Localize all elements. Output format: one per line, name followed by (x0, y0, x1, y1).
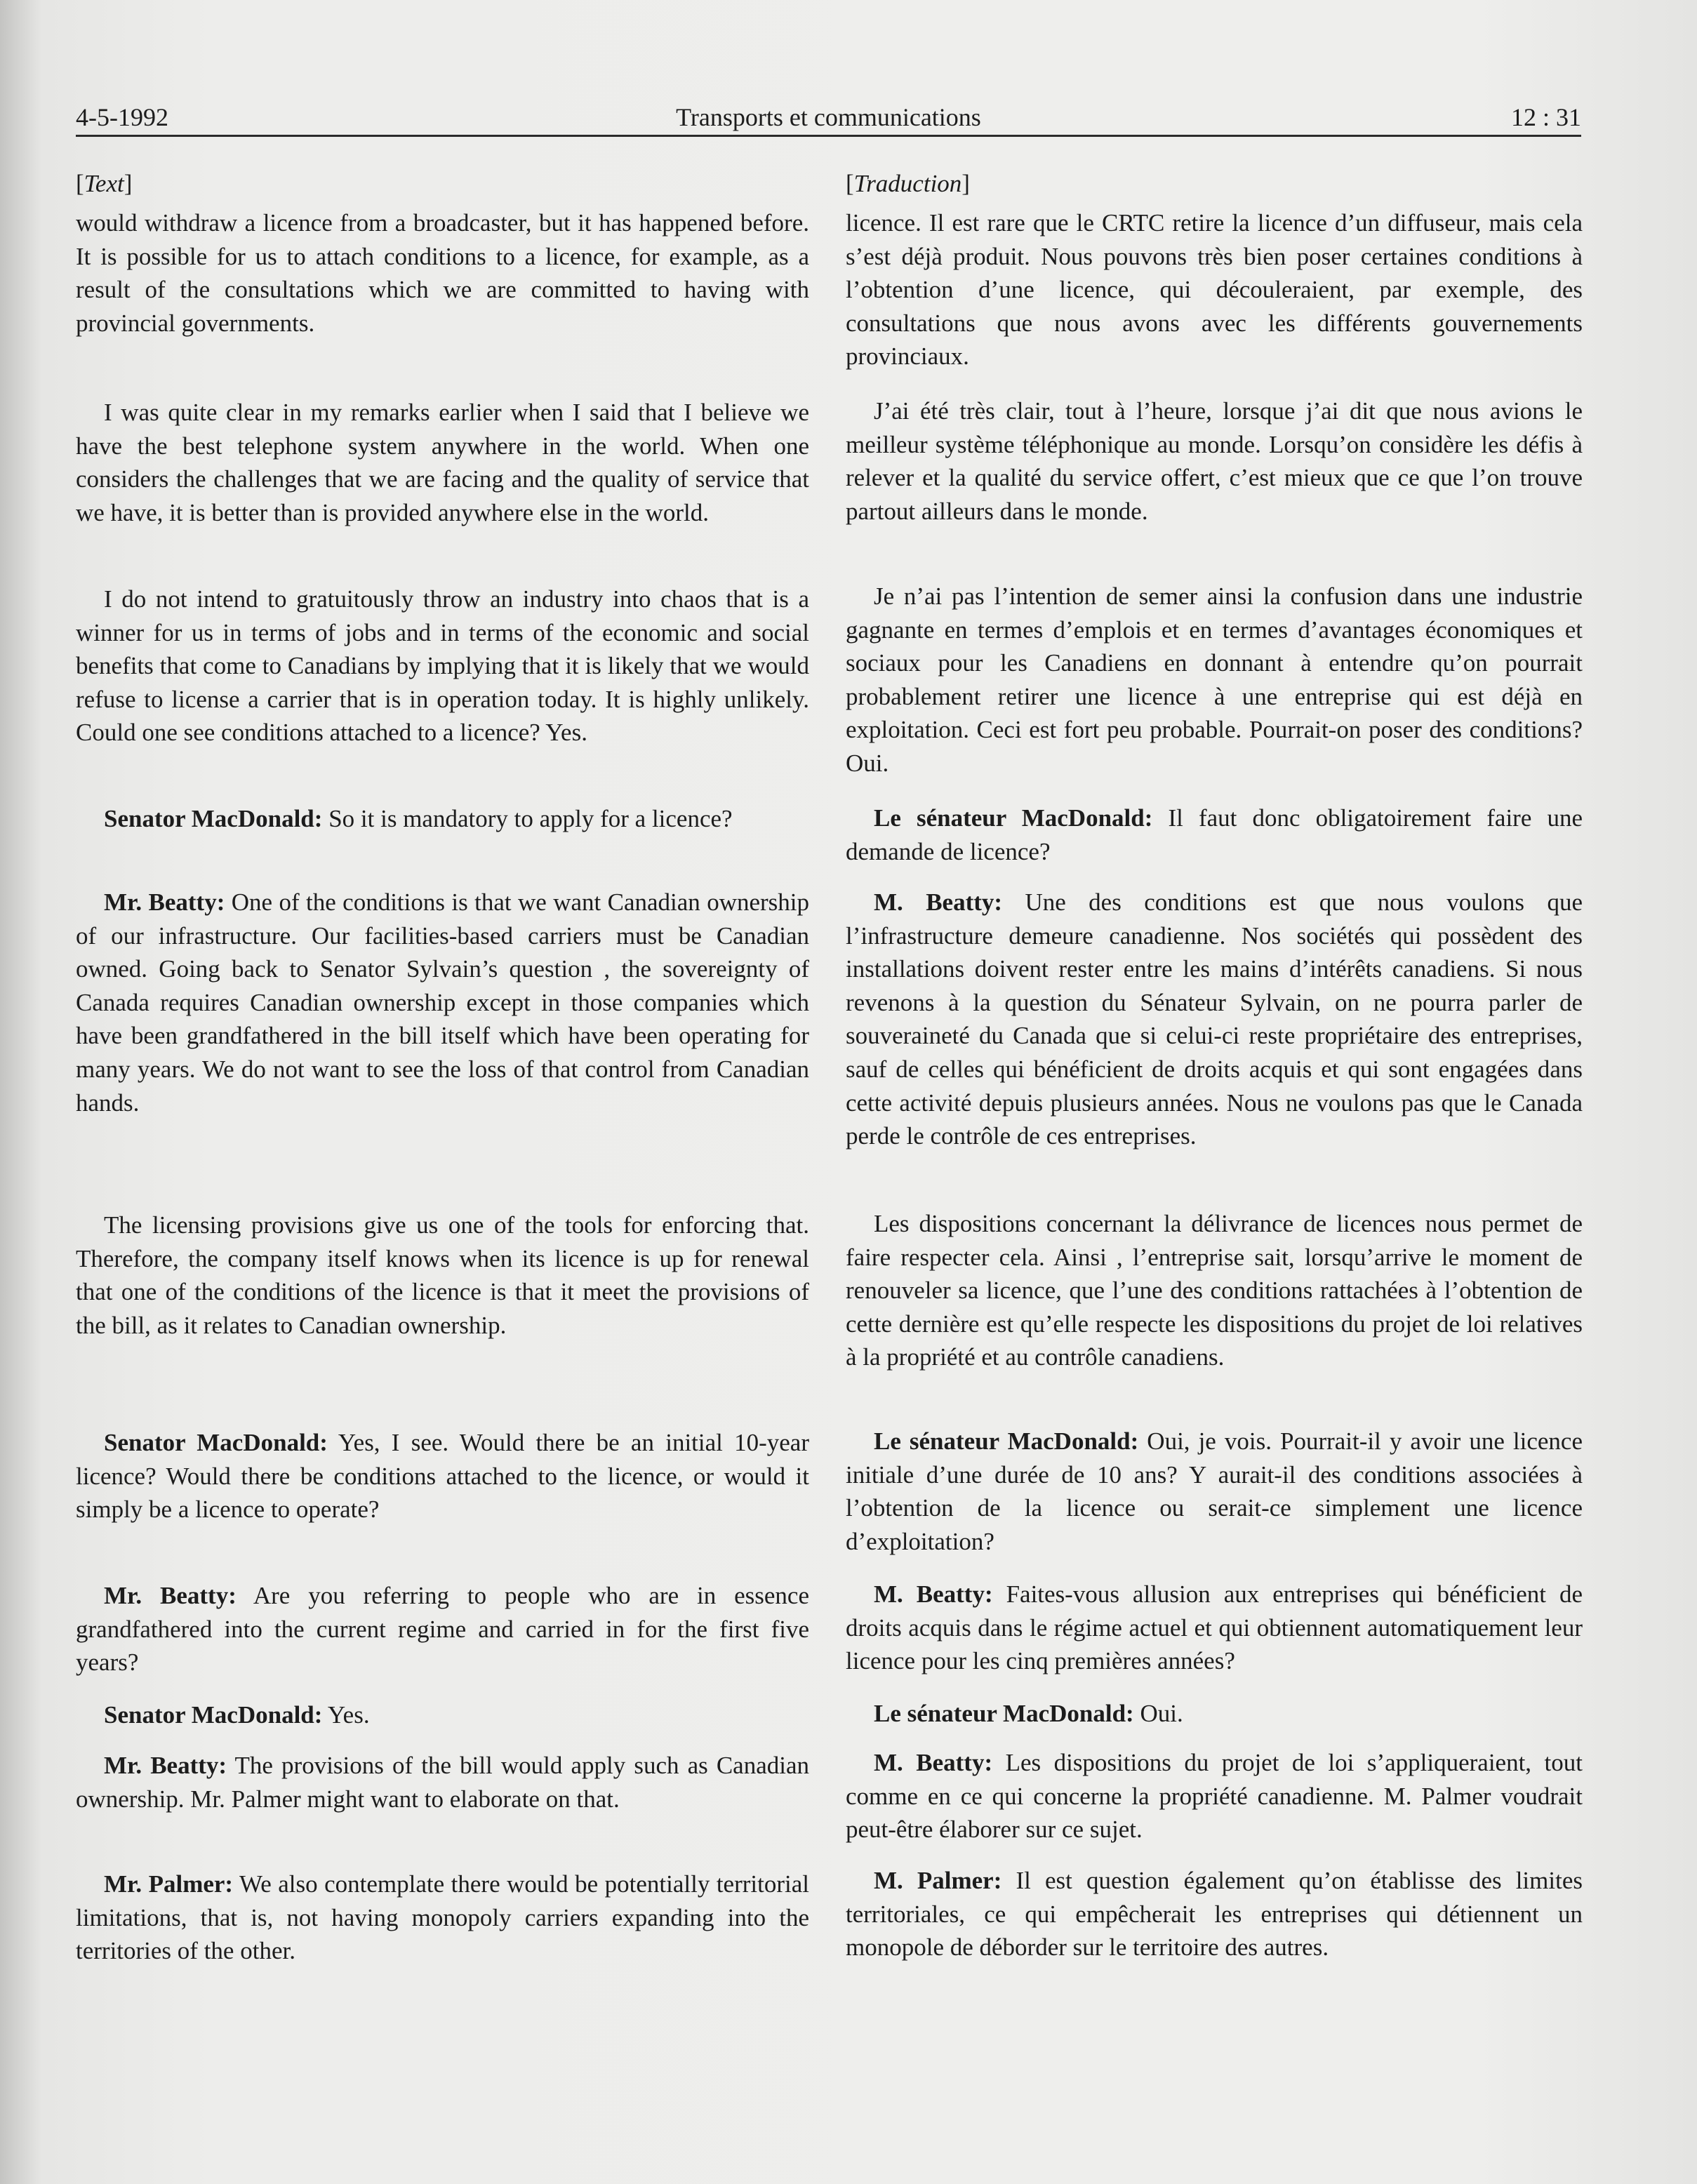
speaker-name: M. Beatty: (874, 888, 1003, 916)
right-paragraph-5 (846, 886, 1583, 1153)
speech-text: Les dispositions du projet de loi s’appliqueraient, tout comme en ce qui concerne la propriété canadienne. M. Palmer voudrait peut-être élaborer sur ce sujet. (846, 1749, 1583, 1844)
left-paragraph-7 (76, 1426, 809, 1526)
speaker-name: M. Palmer: (874, 1867, 1002, 1894)
header-date: 4-5-1992 (76, 103, 168, 131)
speech-text: So it is mandatory to apply for a licence? (322, 805, 733, 832)
right-paragraph-4 (846, 801, 1583, 868)
running-header (76, 98, 1581, 137)
speaker-name: Mr. Beatty: (104, 1752, 227, 1779)
left-paragraph-5 (76, 886, 809, 1119)
right-paragraph-7 (846, 1425, 1583, 1558)
right-paragraph-1: licence. Il est rare que le CRTC retire la licence d’un diffuseur, mais cela s’est déjà produit. Nous pouvons très bien poser certaines conditions à l’obtention d’une licence, qui découleraient, par exemple, des consultations que nous avons avec les différents gouvernements provinciaux. (846, 209, 1583, 371)
speech-text: Are you referring to people who are in essence grandfathered into the current regime and carried in for the first five years? (76, 1582, 810, 1677)
speaker-name: Senator MacDonald: (104, 1429, 328, 1456)
left-paragraph-10 (76, 1749, 809, 1816)
right-paragraph-9 (846, 1697, 1583, 1731)
right-paragraph-2: J’ai été très clair, tout à l’heure, lorsque j’ai dit que nous avions le meilleur système téléphonique au monde. Lorsqu’on considère les défis à relever et la qualité du service offert, c’est mieux que ce que l’on trouve partout ailleurs dans le monde. (846, 397, 1583, 525)
speech-text: Oui, je vois. Pourrait-il y avoir une licence initiale d’une durée de 10 ans? Y aurait-il des conditions associées à l’obtention de la licence ou serait-ce simplement une licence d’exploitation? (846, 1427, 1583, 1555)
speaker-name: Le sénateur MacDonald: (874, 1700, 1134, 1727)
speech-text: Oui. (1133, 1700, 1183, 1727)
left-paragraph-11 (76, 1867, 809, 1968)
right-paragraph-11 (846, 1864, 1583, 1964)
right-paragraph-3: Je n’ai pas l’intention de semer ainsi la confusion dans une industrie gagnante en termes d’emplois et en termes d’avantages économiques et sociaux pour les Canadiens en donnant à entendre qu’on pourrait probablement retirer une licence à une entreprise qui est déjà en exploitation. Ceci est fort peu probable. Pourrait-on poser des conditions? Oui. (846, 582, 1583, 777)
speech-text: Il faut donc obligatoirement faire une demande de licence? (846, 804, 1583, 865)
header-title: Transports et communications (676, 103, 981, 131)
right-column-label: [Traduction] (846, 170, 970, 197)
left-paragraph-8 (76, 1579, 809, 1679)
right-paragraph-10 (846, 1746, 1583, 1846)
speech-text: We also contemplate there would be potentially territorial limitations, that is, not having monopoly carriers expanding into the territories of the other. (76, 1870, 809, 1965)
left-paragraph-2: I was quite clear in my remarks earlier when I said that I believe we have the best telephone system anywhere in the world. When one considers the challenges that we are facing and the quality of service that we have, it is better than is provided anywhere else in the world. (76, 399, 809, 526)
speech-text: Yes, I see. Would there be an initial 10-year licence? Would there be conditions attached to the licence, or would it simply be a licence to operate? (76, 1429, 809, 1524)
speaker-name: M. Beatty: (874, 1749, 993, 1776)
speaker-name: Senator MacDonald: (104, 805, 323, 832)
speech-text: One of the conditions is that we want Canadian ownership of our infrastructure. Our facilities-based carriers must be Canadian owned. Going back to Senator Sylvain’s question , the sovereignty of Canada requires Canadian ownership except in those companies which have been grandfathered in the bill itself which have been operating for many years. We do not want to see the loss of that control from Canadian hands. (76, 888, 810, 1117)
speaker-name: M. Beatty: (874, 1580, 993, 1608)
right-paragraph-8 (846, 1578, 1583, 1678)
speaker-name: Mr. Beatty: (104, 888, 225, 916)
speaker-name: Mr. Palmer: (104, 1870, 234, 1898)
speech-text: Une des conditions est que nous voulons que l’infrastructure demeure canadienne. Nos sociétés qui possèdent des installations doivent rester entre les mains d’intérêts canadiens. Si nous revenons à la question du Sénateur Sylvain, on ne pourra parler de souveraineté du Canada que si celui-ci reste propriétaire des entreprises, sauf de celles qui bénéficient de droits acquis et qui sont engagées dans cette activité depuis plusieurs années. Nous ne voulons pas que le Canada perde le contrôle de ces entreprises. (846, 888, 1583, 1150)
left-paragraph-6: The licensing provisions give us one of the tools for enforcing that. Therefore, the company itself knows when its licence is up for renewal that one of the conditions of the licence is that it meet the provisions of the bill, as it relates to Canadian ownership. (76, 1211, 809, 1339)
left-column-label: [Text] (76, 170, 133, 197)
speech-text: Yes. (322, 1701, 370, 1729)
speaker-name: Mr. Beatty: (104, 1582, 237, 1609)
speaker-name: Le sénateur MacDonald: (874, 804, 1153, 832)
speaker-name: Senator MacDonald: (104, 1701, 323, 1729)
left-paragraph-9 (76, 1698, 809, 1732)
left-paragraph-3: I do not intend to gratuitously throw an industry into chaos that is a winner for us in terms of jobs and in terms of the economic and social benefits that come to Canadians by implying that it is likely that we would refuse to license a carrier that is in operation today. It is highly unlikely. Could one see conditions attached to a licence? Yes. (76, 585, 809, 747)
speech-text: Faites-vous allusion aux entreprises qui bénéficient de droits acquis dans le régime actuel et qui obtiennent automatiquement leur licence pour les cinq premières années? (846, 1580, 1583, 1675)
speech-text: The provisions of the bill would apply such as Canadian ownership. Mr. Palmer might want to elaborate on that. (76, 1752, 809, 1813)
speech-text: Il est question également qu’on établisse des limites territoriales, ce qui empêcherait les entreprises qui détiennent un monopole de déborder sur le territoire des autres. (846, 1867, 1583, 1962)
right-paragraph-6: Les dispositions concernant la délivrance de licences nous permet de faire respecter cela. Ainsi , l’entreprise sait, lorsqu’arrive le moment de renouveler sa licence, que l’une des conditions rattachées à l’obtention de cette dernière est qu’elle respecte les dispositions du projet de loi relatives à la propriété et au contrôle canadiens. (846, 1210, 1583, 1371)
left-paragraph-1: would withdraw a licence from a broadcaster, but it has happened before. It is possible for us to attach conditions to a licence, for example, as a result of the consultations which we are committed to having with provincial governments. (76, 209, 809, 337)
speaker-name: Le sénateur MacDonald: (874, 1427, 1139, 1455)
left-paragraph-4 (76, 802, 809, 836)
header-page-number: 12 : 31 (1510, 103, 1581, 131)
